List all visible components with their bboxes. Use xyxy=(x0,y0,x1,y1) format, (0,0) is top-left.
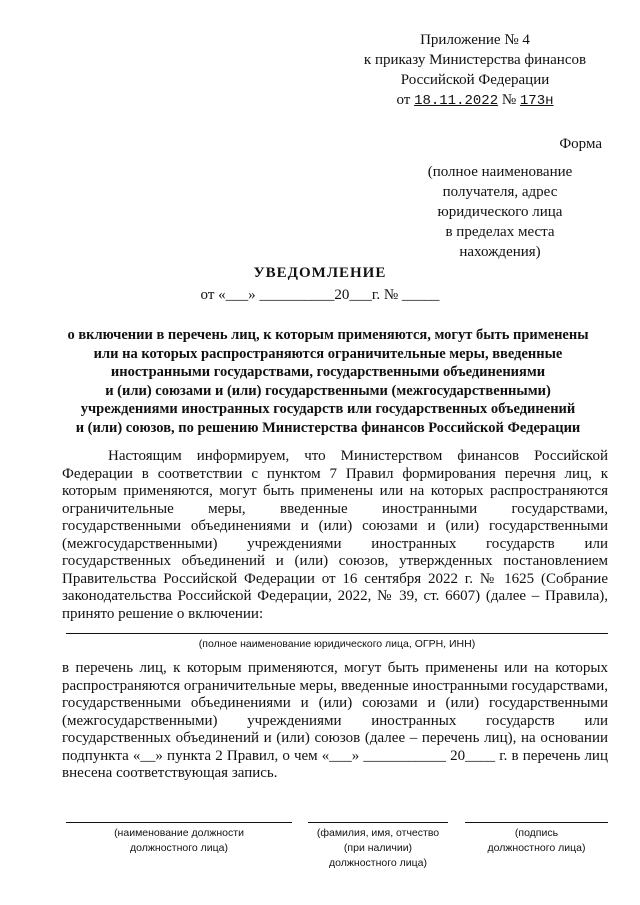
appendix-header xyxy=(330,30,620,111)
body-paragraph-1: Настоящим информируем, что Министерством финансов Российской Федерации в соответствии с пунктом 7 Правил формирования перечня лиц, к которым применяются, могут быть применены или на которых распространяются ограничительные меры, введенные иностранными государствами, государственными объединениями и (или) союзами и (или) государственными (межгосударственными) учреждениями иностранных государств или государственных объединений и (или) союзов, утвержденных постановлением Правительства Российской Федерации от 16 сентября 2022 г. № 1625 (Собрание законодательства Российской Федерации, 2022, № 39, ст. 6607) (далее – Правила), принято решение о включении: xyxy=(62,448,608,622)
position-signature-line xyxy=(66,822,292,823)
appendix-number-prefix: № xyxy=(501,92,517,108)
subject-line: и (или) союзов, по решению Министерства финансов Российской Федерации xyxy=(75,419,581,436)
subject-line: иностранными государствами, государственными объединениями xyxy=(110,364,546,380)
appendix-date-prefix: от xyxy=(396,92,411,108)
document-subject xyxy=(48,326,608,437)
subject-line: о включении в перечень лиц, к которым применяются, могут быть применены xyxy=(67,327,589,343)
recipient-line: в пределах места xyxy=(445,224,555,240)
recipient-line: нахождения) xyxy=(459,244,541,260)
signature-line xyxy=(465,822,608,823)
name-signature-line xyxy=(308,822,448,823)
appendix-number: 173н xyxy=(519,93,554,109)
recipient-block xyxy=(410,162,590,262)
subject-line: учреждениями иностранных государств или государственных объединений xyxy=(80,401,576,417)
signature-caption: (подпись должностного лица) xyxy=(487,827,586,854)
document-date-number: от «___» __________20___г. № _____ xyxy=(200,287,440,303)
appendix-order-ref: к приказу Министерства финансов xyxy=(363,52,587,68)
recipient-line: юридического лица xyxy=(437,204,563,220)
appendix-title: Приложение № 4 xyxy=(420,32,530,48)
form-label: Форма xyxy=(559,136,602,152)
entity-fill-line xyxy=(66,633,608,634)
document-title: УВЕДОМЛЕНИЕ xyxy=(253,265,387,281)
position-caption: (наименование должности должностного лица) xyxy=(114,827,244,854)
recipient-line: получателя, адрес xyxy=(442,184,558,200)
body-paragraph-2: в перечень лиц, к которым применяются, могут быть применены или на которых распространяются ограничительные меры, введенные иностранными государствами, государственными объединениями и (или) союзами и (или) государственными (межгосударственными) учреждениями иностранных государств или государственных объединений и (или) союзов (далее – перечень лиц), на основании подпункта «__» пункта 2 Правил, о чем «___» ___________ 20____ г. в перечень лиц внесена соответствующая запись. xyxy=(62,660,608,781)
appendix-date-line xyxy=(330,90,620,111)
subject-line: и (или) союзами и (или) государственными (межгосударственными) xyxy=(105,382,551,399)
subject-line: или на которых распространяются ограничительные меры, введенные xyxy=(93,345,563,362)
appendix-date: 18.11.2022 xyxy=(414,93,499,109)
entity-caption: (полное наименование юридического лица, ОГРН, ИНН) xyxy=(198,638,476,650)
name-caption: (фамилия, имя, отчество (при наличии) должностного лица) xyxy=(316,827,440,869)
recipient-line: (полное наименование xyxy=(427,164,573,180)
appendix-ministry: Российской Федерации xyxy=(400,72,550,88)
